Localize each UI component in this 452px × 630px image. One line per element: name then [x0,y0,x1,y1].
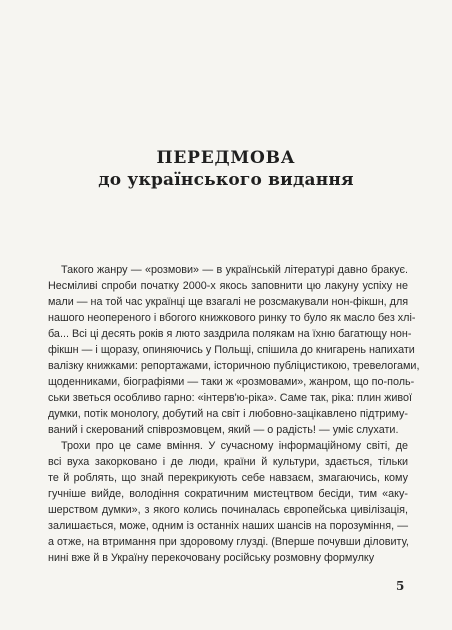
text-line: мали — на той час українці ще взагалі не розсмакували нон-фікшн, для [48,296,409,308]
text-line: щоденниками, біографіями — таки ж «розмовами», жанром, що по-поль- [48,376,415,388]
chapter-subtitle: до українського видання [98,170,354,190]
page-number: 5 [396,579,405,593]
body-text [48,262,420,566]
text-line: шерством думки», з якого колись починалась європейська цивілізація, [48,504,408,516]
text-line: всі вуха закорковано і де люди, країни й культури, здається, тільки [48,456,408,468]
text-line: фікшн — і щоразу, опиняючись у Польщі, спішила до книгарень напихати [48,344,415,356]
text-line: Несміливі спроби початку 2000-х якось заповнити цю лакуну успіху не [48,280,408,292]
text-line: ба... Всі ці десять років я люто заздрила полякам на їхню багатющу нон- [48,328,412,340]
text-line: нині вже й в Україну перекочовану російську розмовну формулку [48,552,375,564]
chapter-title: ПЕРЕДМОВА [156,148,296,168]
text-line: ськи зветься особливо гарно: «інтерв'ю-ріка». Саме так, ріка: плин живої [48,392,413,404]
text-line: думки, потік монологу, добутий на світ і любовно-зацікавлено підтриму- [48,408,408,420]
text-line: гучніше вийде, володіння сократичним мистецтвом бесіди, тим «аку- [48,488,408,500]
text-line: те й роблять, що знай перекрикують себе навзаєм, змагаючись, кому [48,472,408,484]
text-line: ваний і скерований співрозмовцем, який — о радість! — уміє слухати. [48,424,399,436]
text-line: а отже, на втримання при здоровому глузді. (Вперше почувши діловиту, [48,536,409,548]
text-line: валізку книжками: репортажами, історичною публіцистикою, тревелогами, [48,360,420,372]
text-line: нашого неопереного і вбогого книжкового ринку то було як масло без хлі- [48,312,416,324]
text-line: Трохи про це саме вміння. У сучасному інформаційному світі, де [61,440,408,452]
text-line: залишається, може, одним із останніх наших шансів на порозуміння, — [48,520,408,532]
text-line: Такого жанру — «розмови» — в українській літературі давно бракує. [61,264,408,276]
